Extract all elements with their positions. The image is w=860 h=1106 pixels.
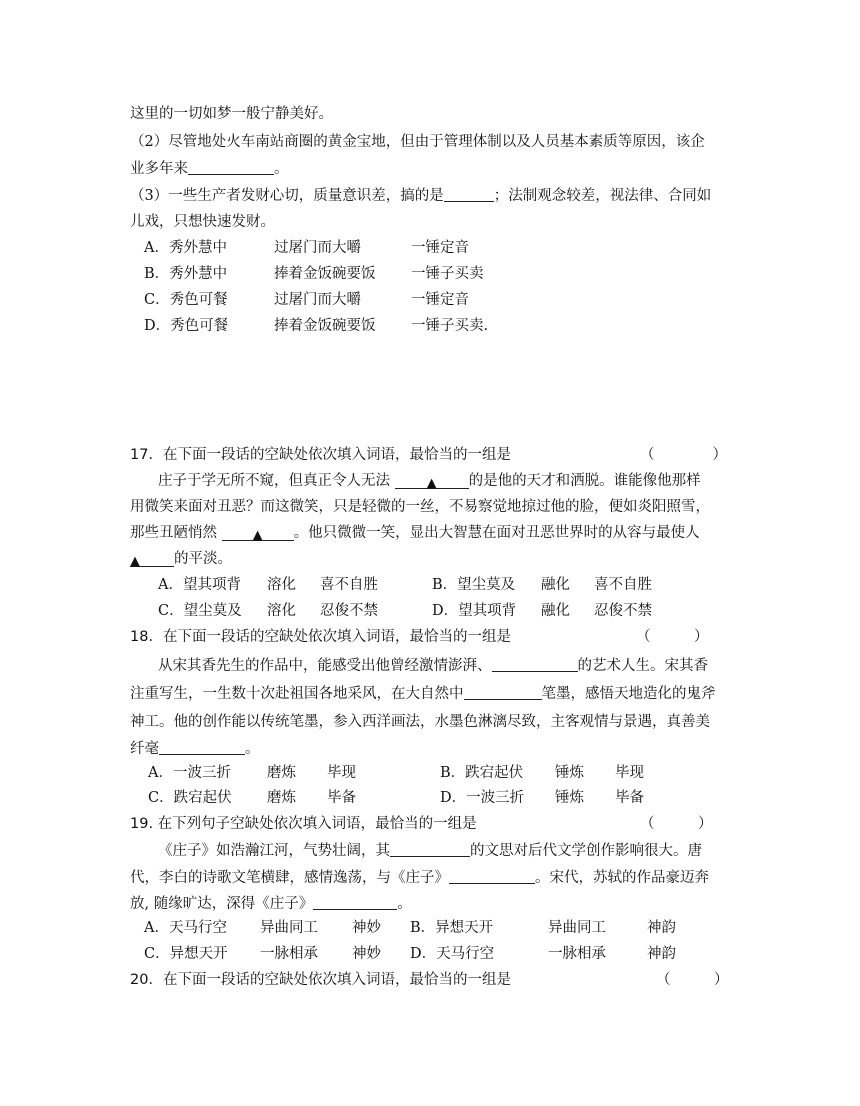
text: 放, 随缘旷达，深得《庄子》	[130, 896, 314, 912]
option-b-word2: 捧着金饭碗要饭	[274, 266, 376, 282]
question-18-stem: 18．在下面一段话的空缺处依次填入词语，最恰当的一组是	[130, 629, 511, 645]
option-d-word3: 毕备	[615, 790, 644, 806]
blank-line	[188, 159, 274, 175]
text-line: 神工。他的创作能以传统笔墨，参入西洋画法，水墨色淋漓尽致，主客观情与景遇，真善美	[130, 714, 710, 730]
text: 笔墨，感悟天地造化的鬼斧	[541, 686, 716, 702]
option-c-word3: 毕备	[327, 790, 356, 806]
text: （3）一些生产者发财心切，质量意识差，搞的是	[130, 188, 444, 204]
option-a-word3: 毕现	[327, 765, 356, 781]
option-b-word2: 融化	[541, 577, 570, 593]
text-line	[130, 739, 260, 759]
text: 《庄子》如浩瀚江河，气势壮阔，其	[158, 843, 390, 859]
option-b-word3: 喜不自胜	[594, 577, 652, 593]
text: 。宋代，苏轼的作品豪迈奔	[535, 870, 709, 886]
option-a-word2: 溶化	[267, 577, 296, 593]
text: 注重写生，一生数十次赴祖国各地采风，在大自然中	[130, 686, 464, 702]
option-a-word3: 一锤定音	[411, 240, 469, 256]
text: 从宋其香先生的作品中，能感受出他曾经激情澎湃、	[158, 658, 492, 674]
answer-paren: （ ）	[656, 972, 729, 988]
blank-line	[222, 525, 294, 541]
option-c-word2: 磨炼	[267, 790, 296, 806]
text-line	[130, 684, 716, 704]
option-a: A．天马行空	[144, 920, 227, 936]
option-d: D．秀色可餐	[144, 318, 229, 334]
option-a-word2: 异曲同工	[260, 920, 318, 936]
text-line	[130, 549, 232, 569]
blank-line	[464, 684, 542, 700]
option-b-word3: 神韵	[647, 920, 676, 936]
text-line	[130, 894, 412, 914]
text: 的平淡。	[174, 551, 232, 567]
question-17-stem: 17．在下面一段话的空缺处依次填入词语，最恰当的一组是	[130, 447, 511, 463]
text: 的文思对后代文学创作影响很大。唐	[470, 843, 702, 859]
text-line: 儿戏，只想快速发财。	[130, 214, 275, 230]
answer-paren: （ ）	[636, 629, 709, 645]
text: 的是他的天才和洒脱。谁能像他那样	[468, 473, 701, 489]
text-line: （2）尽管地处火车南站商圈的黄金宝地，但由于管理体制以及人员基本素质等原因，该企	[130, 134, 705, 150]
option-d-word2: 一脉相承	[548, 946, 606, 962]
option-a-word2: 过屠门而大嚼	[274, 240, 361, 256]
option-c-word3: 神妙	[352, 946, 381, 962]
option-a: A．秀外慧中	[144, 240, 227, 256]
option-c: C．跌宕起伏	[148, 790, 232, 806]
question-19-stem: 19. 在下列句子空缺处依次填入词语，最恰当的一组是	[130, 816, 477, 832]
triangle-marker: ▲	[252, 528, 263, 543]
option-a-word3: 神妙	[352, 920, 381, 936]
option-a-word3: 喜不自胜	[320, 577, 378, 593]
option-c: C．异想天开	[144, 946, 228, 962]
option-b: B．秀外慧中	[144, 266, 228, 282]
blank-line	[444, 186, 494, 202]
option-c-word3: 忍俊不禁	[320, 603, 378, 619]
blank-line	[159, 739, 245, 755]
option-d-word3: 忍俊不禁	[594, 603, 652, 619]
text: 的艺术人生。宋其香	[577, 658, 708, 674]
option-b: B．跌宕起伏	[440, 765, 524, 781]
option-d-word2: 捧着金饭碗要饭	[274, 318, 376, 334]
blank-line	[390, 841, 470, 857]
blank-line	[130, 551, 174, 567]
question-20-stem: 20．在下面一段话的空缺处依次填入词语，最恰当的一组是	[130, 972, 511, 988]
option-a: A．一波三折	[148, 765, 231, 781]
option-d-word2: 锤炼	[555, 790, 584, 806]
text: 那些丑陋悄然	[130, 525, 217, 541]
option-a: A．望其项背	[158, 577, 241, 593]
blank-line	[492, 656, 578, 672]
blank-line	[395, 473, 469, 489]
option-d: D．天马行空	[410, 946, 495, 962]
option-c: C．秀色可餐	[144, 292, 228, 308]
option-d-word2: 融化	[541, 603, 570, 619]
option-c-word2: 一脉相承	[260, 946, 318, 962]
option-c-word3: 一锤定音	[411, 292, 469, 308]
text: 纤毫	[130, 741, 159, 757]
answer-paren: （ ）	[640, 816, 713, 832]
text-line	[158, 471, 701, 491]
text: 庄子于学无所不窥，但真正令人无法	[158, 473, 390, 489]
option-d-word3: 神韵	[647, 946, 676, 962]
text-line	[130, 523, 700, 543]
blank-line	[313, 894, 397, 910]
text-line	[130, 159, 289, 179]
text: 。	[274, 161, 289, 177]
option-a-word2: 磨炼	[267, 765, 296, 781]
option-d: D．一波三折	[440, 790, 525, 806]
text: 代，李白的诗歌文笔横肆，感情逸荡，与《庄子》	[130, 870, 449, 886]
text: ；法制观念较差，视法律、合同如	[493, 188, 712, 204]
option-b: B．望尘莫及	[432, 577, 516, 593]
text-line	[158, 656, 708, 676]
text: 。	[397, 896, 412, 912]
option-b: B．异想天开	[410, 920, 494, 936]
text-line	[130, 186, 711, 206]
text-line	[130, 868, 709, 888]
blank-line	[449, 868, 535, 884]
text: 业多年来	[130, 161, 188, 177]
option-b-word3: 毕现	[615, 765, 644, 781]
option-c-word2: 溶化	[267, 603, 296, 619]
triangle-marker: ▲	[130, 554, 140, 569]
text: 。	[245, 741, 260, 757]
text: 。他只微微一笑，显出大智慧在面对丑恶世界时的从容与最使人	[293, 525, 700, 541]
option-b-word2: 异曲同工	[548, 920, 606, 936]
option-c: C．望尘莫及	[158, 603, 242, 619]
option-b-word3: 一锤子买卖	[411, 266, 484, 282]
option-d: D．望其项背	[432, 603, 517, 619]
text-line	[158, 841, 702, 861]
option-c-word2: 过屠门而大嚼	[274, 292, 361, 308]
text-line: 用微笑来面对丑恶？而这微笑，只是轻微的一丝，不易察觉地掠过他的脸，便如炎阳照雪，	[130, 499, 710, 515]
triangle-marker: ▲	[426, 476, 437, 491]
option-d-word3: 一锤子买卖.	[411, 318, 489, 334]
option-b-word2: 锤炼	[555, 765, 584, 781]
answer-paren: （ ）	[640, 447, 727, 463]
text-line: 这里的一切如梦一般宁静美好。	[130, 106, 333, 122]
